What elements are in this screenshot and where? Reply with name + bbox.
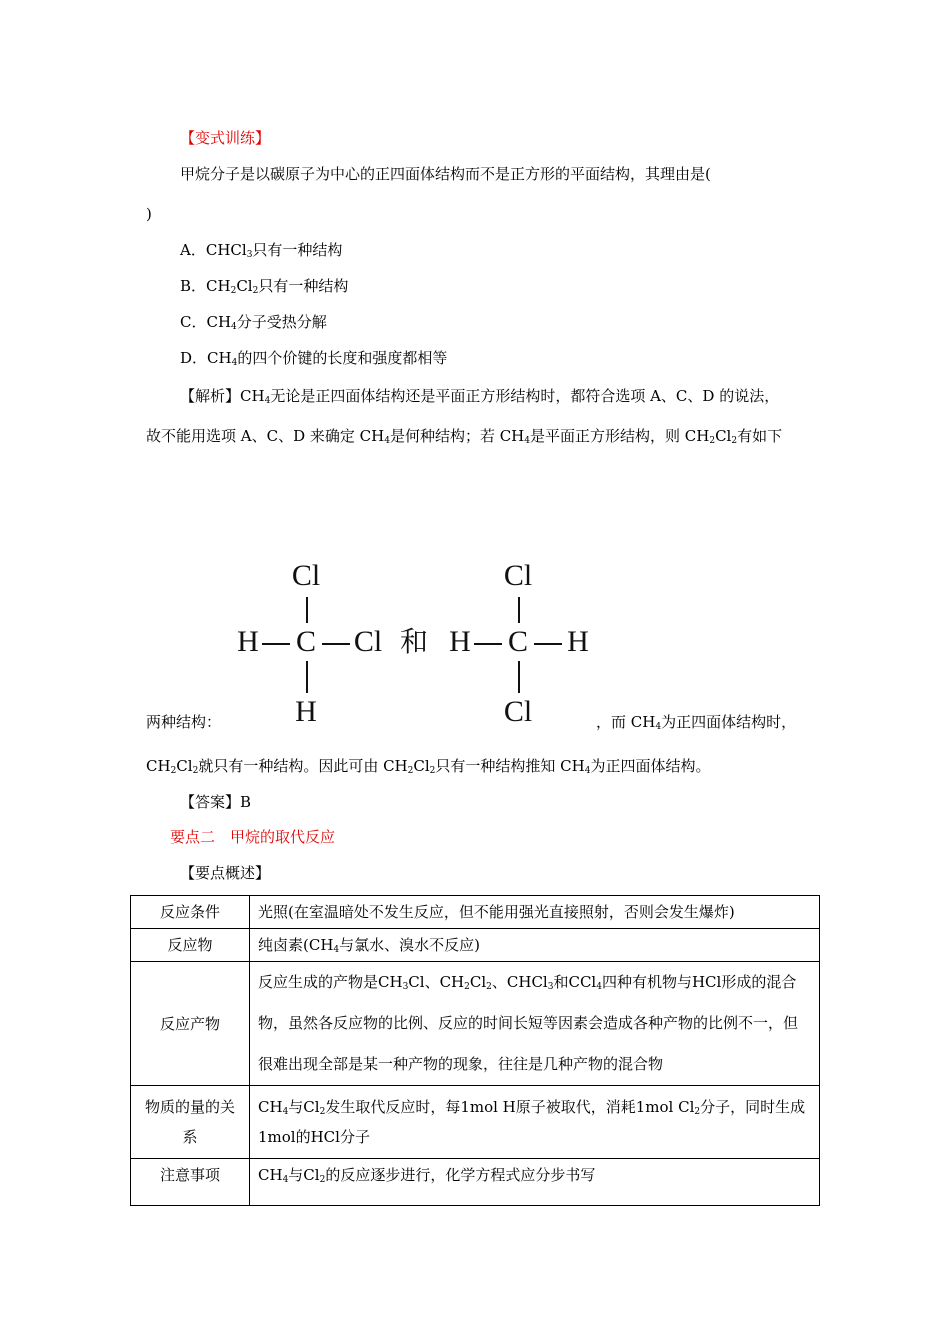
left-center-atom: C xyxy=(295,625,316,658)
table-row xyxy=(131,929,820,962)
row-value: 光照(在室温暗处不发生反应，但不能用强光直接照射，否则会发生爆炸) xyxy=(250,896,820,929)
right-top-atom: Cl xyxy=(503,559,533,592)
question-stem-close: ) xyxy=(146,205,152,223)
row-key: 注意事项 xyxy=(131,1159,250,1206)
table-row xyxy=(131,896,820,929)
question-stem: 甲烷分子是以碳原子为中心的正四面体结构而不是正方形的平面结构，其理由是( xyxy=(180,165,711,183)
row-value: 纯卤素($CH_4$与氯水、溴水不反应) xyxy=(250,929,820,962)
analysis-line-3a: 两种结构： xyxy=(146,713,222,731)
option-a: A．CHCl$_3$只有一种结构 xyxy=(180,241,343,260)
option-b: B．$CH_2Cl_2$只有一种结构 xyxy=(180,277,349,296)
analysis-label: 【解析】 xyxy=(180,387,241,405)
left-right-atom: Cl xyxy=(353,625,383,658)
row-key: 反应产物 xyxy=(131,962,250,1086)
right-center-atom: C xyxy=(507,625,528,658)
answer xyxy=(180,792,251,812)
analysis-line-2: 故不能用选项 A、C、D 来确定 $CH_4$是何种结构；若 $CH_4$是平面正方形结构，则 $CH_2Cl_2$有如下 xyxy=(146,427,783,446)
option-d: D．$CH_4$的四个价键的长度和强度都相等 xyxy=(180,349,448,368)
left-top-atom: Cl xyxy=(291,559,321,592)
answer-value: B xyxy=(240,793,252,811)
right-bottom-atom: Cl xyxy=(503,695,533,728)
key-point-title: 要点二 甲烷的取代反应 xyxy=(170,828,336,846)
left-bottom-atom: H xyxy=(295,695,317,728)
option-c: C．$CH_4$分子受热分解 xyxy=(180,313,327,332)
overview-label: 【要点概述】 xyxy=(180,864,271,882)
summary-table xyxy=(130,895,820,1206)
table-row xyxy=(131,962,820,1086)
row-value: $CH_4$与$Cl_2$发生取代反应时，每1mol H原子被取代，消耗1mol $Cl_2$分子，同时生成1mol的HCl分子 xyxy=(250,1086,820,1159)
row-key: 物质的量的关系 xyxy=(131,1086,250,1159)
structural-formulas xyxy=(230,555,610,735)
table-row xyxy=(131,1086,820,1159)
left-left-atom: H xyxy=(237,625,259,658)
answer-label: 【答案】 xyxy=(180,793,241,811)
row-value: 反应生成的产物是$CH_3Cl$、$CH_2Cl_2$、CHCl$_3$和CCl$_4$四种有机物与HCl形成的混合物，虽然各反应物的比例、反应的时间长短等因素会造成各种产物的比例不一，但很难出现全部是某一种产物的现象，往往是几种产物的混合物 xyxy=(250,962,820,1086)
connector-he: 和 xyxy=(400,625,429,658)
right-left-atom: H xyxy=(449,625,471,658)
row-key: 反应条件 xyxy=(131,896,250,929)
table-row xyxy=(131,1159,820,1206)
right-right-atom: H xyxy=(567,625,589,658)
row-value: $CH_4$与$Cl_2$的反应逐步进行，化学方程式应分步书写 xyxy=(250,1159,820,1206)
row-key: 反应物 xyxy=(131,929,250,962)
analysis-line-1: 【解析】$CH_4$无论是正四面体结构还是平面正方形结构时，都符合选项 A、C、D 的说法， xyxy=(180,387,780,406)
analysis-line-3b: ，而 $CH_4$为正四面体结构时， xyxy=(596,713,797,732)
section-variant-heading: 【变式训练】 xyxy=(180,129,271,147)
analysis-line-4: $CH_2Cl_2$就只有一种结构。因此可由 $CH_2Cl_2$只有一种结构推知 $CH_4$为正四面体结构。 xyxy=(146,757,711,776)
